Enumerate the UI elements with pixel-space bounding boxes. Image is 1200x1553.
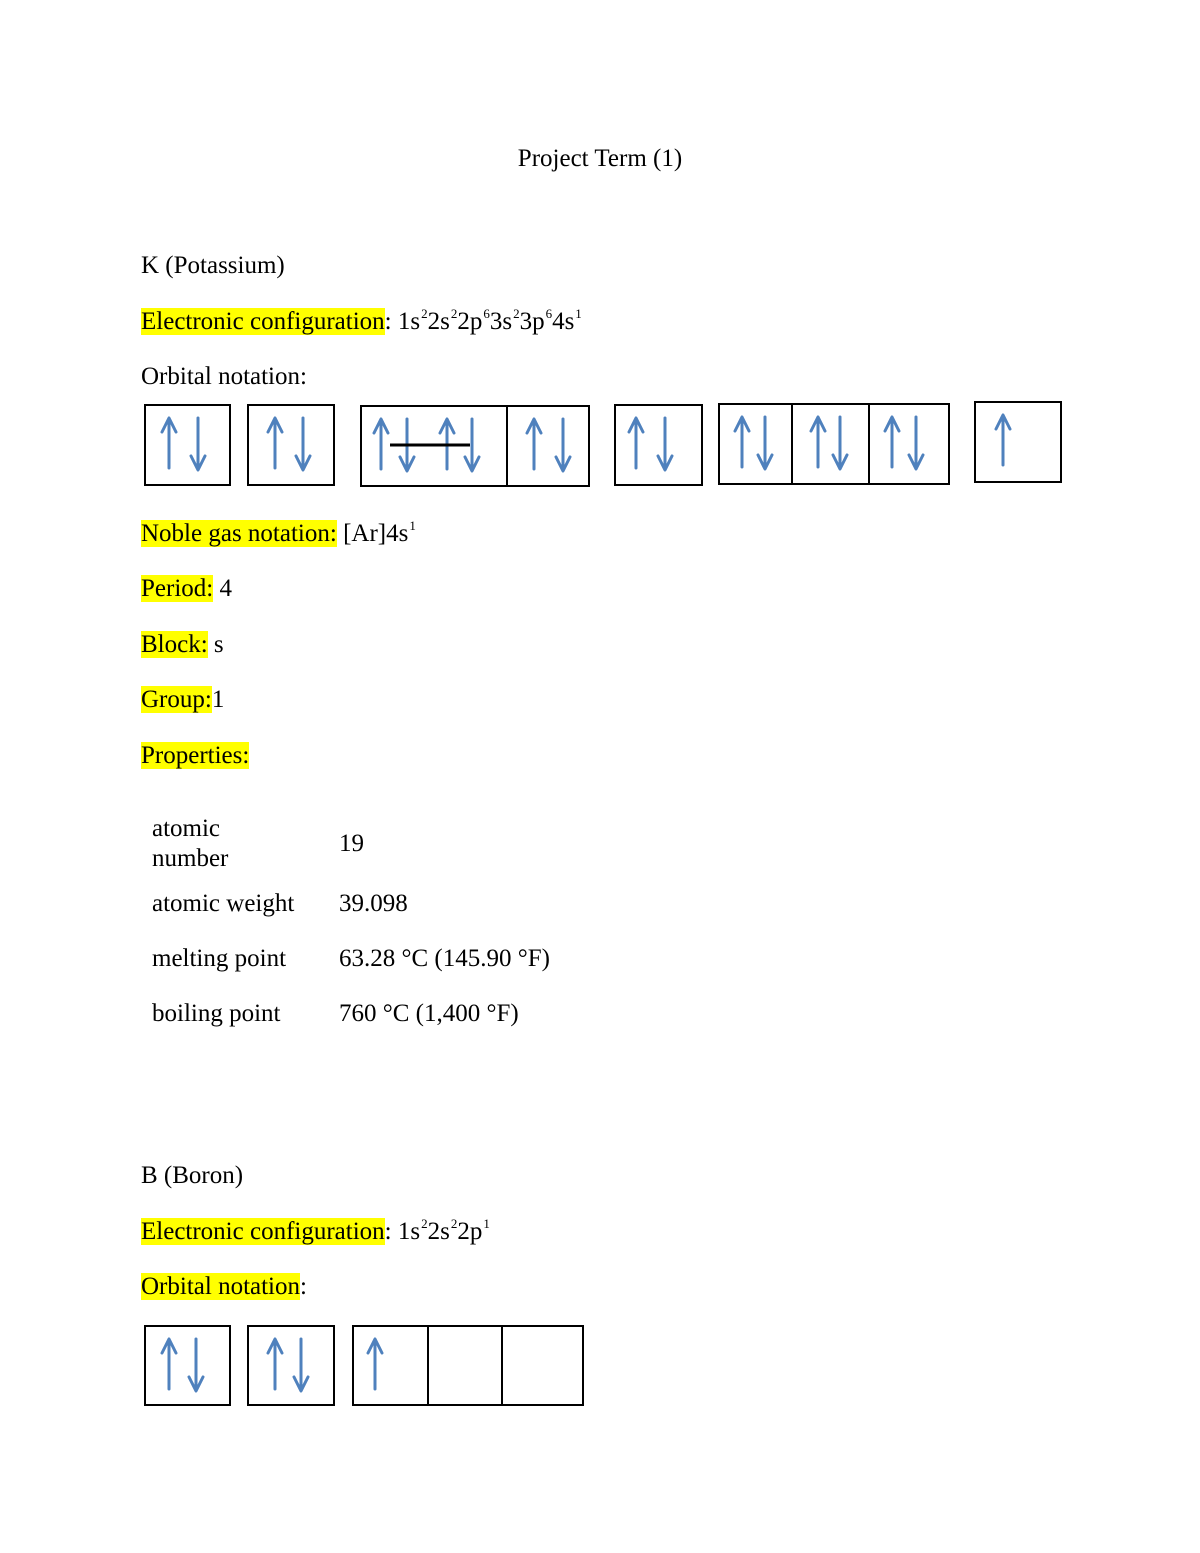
- period-label: Period:: [141, 575, 214, 602]
- table-row: [152, 876, 550, 931]
- property-key: melting point: [152, 944, 287, 972]
- up-down-arrows-icon: [146, 406, 228, 483]
- up-arrow-icon: [629, 418, 643, 468]
- up-arrow-icon: [735, 417, 749, 467]
- up-arrow-icon: [268, 1339, 282, 1389]
- down-arrow-icon: [556, 419, 570, 471]
- potassium-electron-config-sep: :: [384, 308, 392, 335]
- orbital-cell: [146, 1327, 229, 1404]
- boron-orbital-label: Orbital notation: [141, 1273, 300, 1300]
- up-down-arrows-icon: [793, 405, 868, 482]
- potassium-noble-gas-row: [141, 518, 416, 547]
- orbital-cell: [868, 405, 948, 483]
- orbital-box-2s: [247, 1325, 335, 1406]
- property-key: atomic weight: [152, 889, 295, 917]
- properties-heading: [141, 743, 249, 768]
- orbital-box-3p: [718, 403, 950, 485]
- up-arrow-icon: [368, 1339, 382, 1389]
- up-arrow-icon: [162, 418, 176, 468]
- struck-arrows-icon: [362, 407, 506, 484]
- properties-label: Properties:: [141, 742, 250, 769]
- orbital-cell-empty: [501, 1327, 582, 1404]
- orbital-cell: [791, 405, 868, 483]
- boron-electron-config-value: $1s^22s^22p^1$: [397, 1216, 490, 1245]
- orbital-box-2s: [247, 404, 335, 486]
- orbital-box-2p: [352, 1325, 584, 1406]
- up-down-arrows-icon: [146, 1327, 228, 1403]
- orbital-cell: [146, 406, 229, 484]
- boron-electron-config-label: Electronic configuration: [141, 1218, 385, 1245]
- up-down-arrows-icon: [616, 406, 700, 483]
- property-key: boiling point: [152, 999, 281, 1027]
- property-value: 63.28 °C (145.90 °F): [339, 944, 550, 972]
- block-value: s: [213, 631, 224, 658]
- orbital-box-4s: [974, 401, 1062, 483]
- orbital-cell: [720, 405, 791, 483]
- orbital-cell-empty: [427, 1327, 501, 1404]
- up-arrow-icon: [811, 417, 825, 467]
- period-value: 4: [219, 575, 232, 602]
- noble-gas-value: $[Ar]4s^1$: [343, 518, 416, 547]
- orbital-cell: [249, 406, 333, 484]
- up-arrow-icon: [976, 403, 1059, 480]
- group-label: Group:: [141, 686, 212, 713]
- boron-electron-config-row: [141, 1216, 490, 1245]
- orbital-box-3s: [614, 404, 703, 486]
- orbital-cell: [249, 1327, 333, 1404]
- up-arrow-icon: [374, 419, 388, 469]
- up-arrow-icon: [527, 419, 541, 469]
- down-arrow-icon: [658, 418, 672, 470]
- orbital-cell: [506, 407, 588, 485]
- block-label: Block:: [141, 631, 208, 658]
- property-value: 19: [339, 830, 364, 857]
- properties-table: [152, 812, 550, 1041]
- orbital-cell: [976, 403, 1060, 481]
- potassium-electron-config-row: [141, 306, 582, 335]
- down-arrow-icon: [833, 417, 847, 469]
- up-down-arrows-icon: [508, 407, 588, 484]
- potassium-electron-config-label: Electronic configuration: [141, 308, 385, 335]
- down-arrow-icon: [294, 1339, 308, 1391]
- property-key: atomic number: [152, 815, 229, 872]
- table-row: [152, 986, 550, 1041]
- table-row: [152, 931, 550, 986]
- block-row: [141, 632, 224, 657]
- down-arrow-icon: [909, 417, 923, 469]
- property-value: 760 °C (1,400 °F): [339, 999, 519, 1027]
- up-arrow-icon: [354, 1327, 425, 1403]
- up-down-arrows-icon: [249, 1327, 332, 1403]
- property-value: 39.098: [339, 889, 408, 917]
- potassium-orbital-label: Orbital notation:: [141, 363, 307, 390]
- down-arrow-icon: [296, 418, 310, 470]
- boron-orbital-row: [141, 1274, 307, 1299]
- up-down-arrows-icon: [249, 406, 332, 483]
- up-arrow-icon: [996, 415, 1010, 465]
- document-title: Project Term (1): [517, 145, 683, 172]
- down-arrow-icon: [189, 1339, 203, 1391]
- boron-orbital-sep: :: [300, 1273, 307, 1300]
- noble-gas-label: Noble gas notation:: [141, 520, 337, 547]
- orbital-cell: [354, 1327, 427, 1404]
- potassium-heading: K (Potassium): [141, 252, 285, 279]
- period-row: [141, 576, 232, 601]
- boron-heading: B (Boron): [141, 1162, 244, 1189]
- group-row: [141, 687, 224, 712]
- orbital-box-1s: [144, 404, 231, 486]
- orbital-box-2p-crossed: [360, 405, 590, 487]
- orbital-box-1s: [144, 1325, 231, 1406]
- up-arrow-icon: [268, 418, 282, 468]
- up-arrow-icon: [885, 417, 899, 467]
- down-arrow-icon: [758, 417, 772, 469]
- up-down-arrows-icon: [720, 405, 791, 482]
- orbital-cell: [616, 406, 701, 484]
- potassium-electron-config-value: $1s^22s^22p^63s^23p^64s^1$: [397, 306, 582, 335]
- boron-electron-config-sep: :: [384, 1218, 392, 1245]
- group-value: 1: [211, 686, 225, 713]
- down-arrow-icon: [191, 418, 205, 470]
- table-row: [152, 812, 550, 876]
- up-arrow-icon: [162, 1339, 176, 1389]
- orbital-cell-struck: [362, 407, 506, 485]
- up-down-arrows-icon: [870, 405, 948, 482]
